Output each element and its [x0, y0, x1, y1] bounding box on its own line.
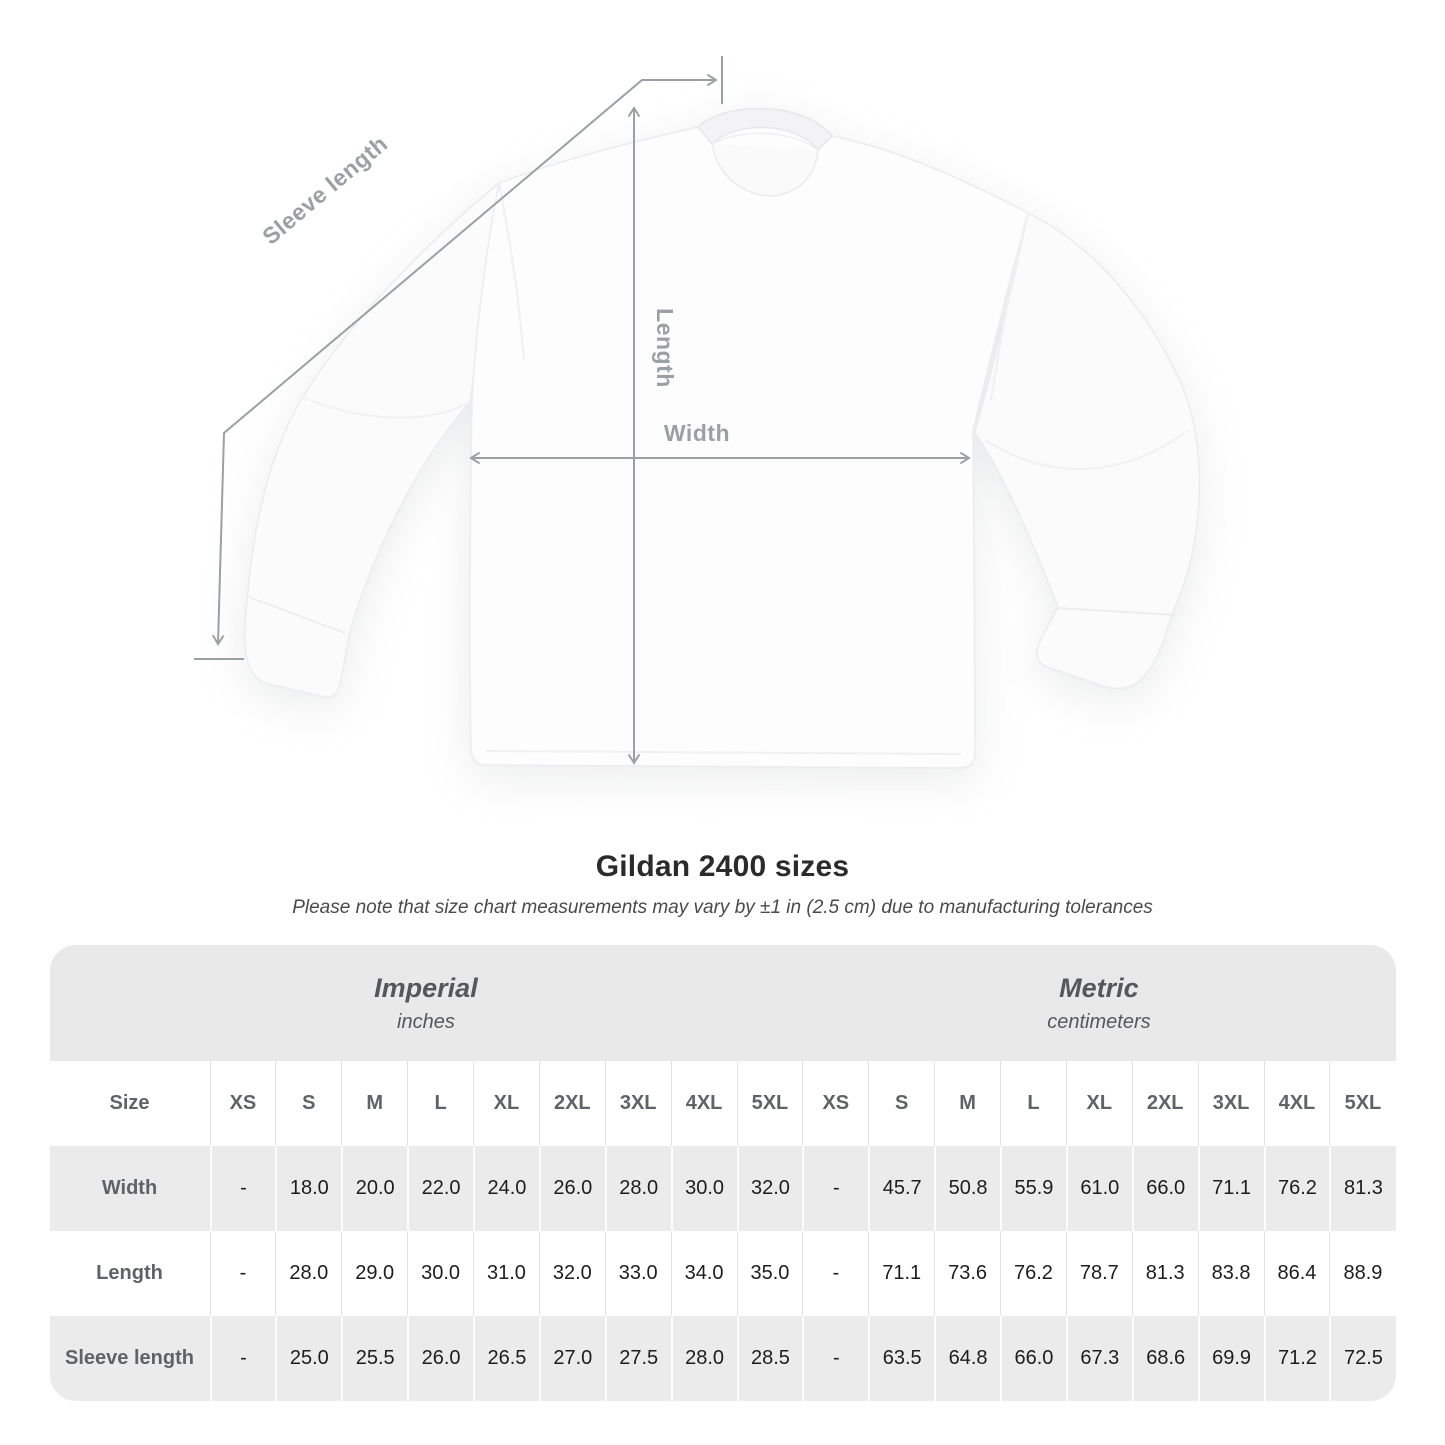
measurement-cell: 35.0: [737, 1231, 803, 1316]
size-col-header: XL: [473, 1061, 539, 1146]
table-row-length: [50, 1231, 1396, 1316]
size-table: [50, 945, 1396, 1401]
measurement-cell: 81.3: [1329, 1146, 1395, 1231]
measurement-cell: 18.0: [275, 1146, 341, 1231]
measurement-cell: 22.0: [407, 1146, 473, 1231]
size-col-header: 4XL: [1264, 1061, 1330, 1146]
measurement-cell: 76.2: [1000, 1231, 1066, 1316]
unit-header-imperial: [50, 945, 803, 1061]
measurement-cell: 83.8: [1198, 1231, 1264, 1316]
measurement-cell: 61.0: [1066, 1146, 1132, 1231]
measurement-cell: 71.1: [868, 1231, 934, 1316]
heading-block: [0, 840, 1445, 919]
length-label: Length: [652, 308, 678, 388]
row-label-sleeve-length: Sleeve length: [65, 1347, 194, 1369]
measurement-cell: 24.0: [473, 1146, 539, 1231]
measurement-cell: 64.8: [934, 1316, 1000, 1401]
tolerance-note: Please note that size chart measurements may vary by ±1 in (2.5 cm) due to manufacturing tolerances: [292, 897, 1153, 918]
measurement-cell: -: [802, 1231, 868, 1316]
size-col-header: 4XL: [671, 1061, 737, 1146]
size-header-row: [50, 1061, 1396, 1146]
measurement-cell: 27.0: [539, 1316, 605, 1401]
shirt-body: [470, 112, 1028, 768]
measurement-cell: 81.3: [1132, 1231, 1198, 1316]
measurement-cell: 66.0: [1132, 1146, 1198, 1231]
size-table-container: [50, 945, 1396, 1401]
measurement-cell: -: [210, 1231, 276, 1316]
measurement-cell: 69.9: [1198, 1316, 1264, 1401]
measurement-cell: 25.5: [341, 1316, 407, 1401]
measurement-cell: 78.7: [1066, 1231, 1132, 1316]
measurement-cell: 28.0: [275, 1231, 341, 1316]
table-row-sleeve-length: [50, 1316, 1396, 1401]
size-col-header: S: [868, 1061, 934, 1146]
measurement-cell: 28.5: [737, 1316, 803, 1401]
measurement-cell: 26.0: [539, 1146, 605, 1231]
size-col-header: S: [275, 1061, 341, 1146]
size-col-header: 3XL: [605, 1061, 671, 1146]
size-col-header: M: [341, 1061, 407, 1146]
size-col-header: 2XL: [539, 1061, 605, 1146]
measurement-cell: 88.9: [1329, 1231, 1395, 1316]
measurement-cell: -: [802, 1146, 868, 1231]
measurement-cell: 28.0: [671, 1316, 737, 1401]
metric-title: Metric: [1059, 972, 1139, 1003]
measurement-cell: 68.6: [1132, 1316, 1198, 1401]
metric-unit: centimeters: [1047, 1010, 1151, 1033]
measurement-cell: 32.0: [539, 1231, 605, 1316]
left-sleeve: [245, 183, 499, 697]
measurement-cell: -: [210, 1316, 276, 1401]
size-col-header: L: [407, 1061, 473, 1146]
size-col-header: 2XL: [1132, 1061, 1198, 1146]
measurement-cell: 20.0: [341, 1146, 407, 1231]
table-row-width: [50, 1146, 1396, 1231]
row-label-length: Length: [96, 1262, 163, 1284]
measurement-cell: 66.0: [1000, 1316, 1066, 1401]
measurement-cell: 30.0: [671, 1146, 737, 1231]
measurement-cell: -: [802, 1316, 868, 1401]
unit-header-metric: [802, 945, 1395, 1061]
measurement-cell: 28.0: [605, 1146, 671, 1231]
measurement-cell: 32.0: [737, 1146, 803, 1231]
measurement-cell: 50.8: [934, 1146, 1000, 1231]
size-corner-header: Size: [50, 1061, 210, 1146]
measurement-cell: 72.5: [1329, 1316, 1395, 1401]
size-col-header: 5XL: [737, 1061, 803, 1146]
measurement-cell: 26.0: [407, 1316, 473, 1401]
unit-header-row: [50, 945, 1396, 1061]
measurement-cell: 67.3: [1066, 1316, 1132, 1401]
size-col-header: XL: [1066, 1061, 1132, 1146]
imperial-title: Imperial: [374, 972, 478, 1003]
width-label: Width: [663, 420, 731, 446]
measurement-cell: 27.5: [605, 1316, 671, 1401]
sleeve-length-label: Sleeve length: [257, 130, 393, 250]
measurement-cell: 63.5: [868, 1316, 934, 1401]
size-col-header: 5XL: [1329, 1061, 1395, 1146]
measurement-cell: 45.7: [868, 1146, 934, 1231]
size-col-header: XS: [210, 1061, 276, 1146]
measurement-cell: 29.0: [341, 1231, 407, 1316]
measurement-cell: 73.6: [934, 1231, 1000, 1316]
size-col-header: 3XL: [1198, 1061, 1264, 1146]
row-label-width: Width: [101, 1177, 158, 1199]
measurement-cell: 71.2: [1264, 1316, 1330, 1401]
size-col-header: XS: [802, 1061, 868, 1146]
measurement-cell: 33.0: [605, 1231, 671, 1316]
size-col-header: M: [934, 1061, 1000, 1146]
measurement-cell: 55.9: [1000, 1146, 1066, 1231]
measurement-cell: 86.4: [1264, 1231, 1330, 1316]
size-col-header: L: [1000, 1061, 1066, 1146]
measurement-cell: 34.0: [671, 1231, 737, 1316]
measurement-cell: 26.5: [473, 1316, 539, 1401]
measurement-cell: 71.1: [1198, 1146, 1264, 1231]
measurement-cell: 30.0: [407, 1231, 473, 1316]
measurement-cell: 31.0: [473, 1231, 539, 1316]
page-title: Gildan 2400 sizes: [595, 850, 850, 883]
measurement-cell: -: [210, 1146, 276, 1231]
measurement-cell: 25.0: [275, 1316, 341, 1401]
imperial-unit: inches: [397, 1010, 455, 1033]
measurement-cell: 76.2: [1264, 1146, 1330, 1231]
